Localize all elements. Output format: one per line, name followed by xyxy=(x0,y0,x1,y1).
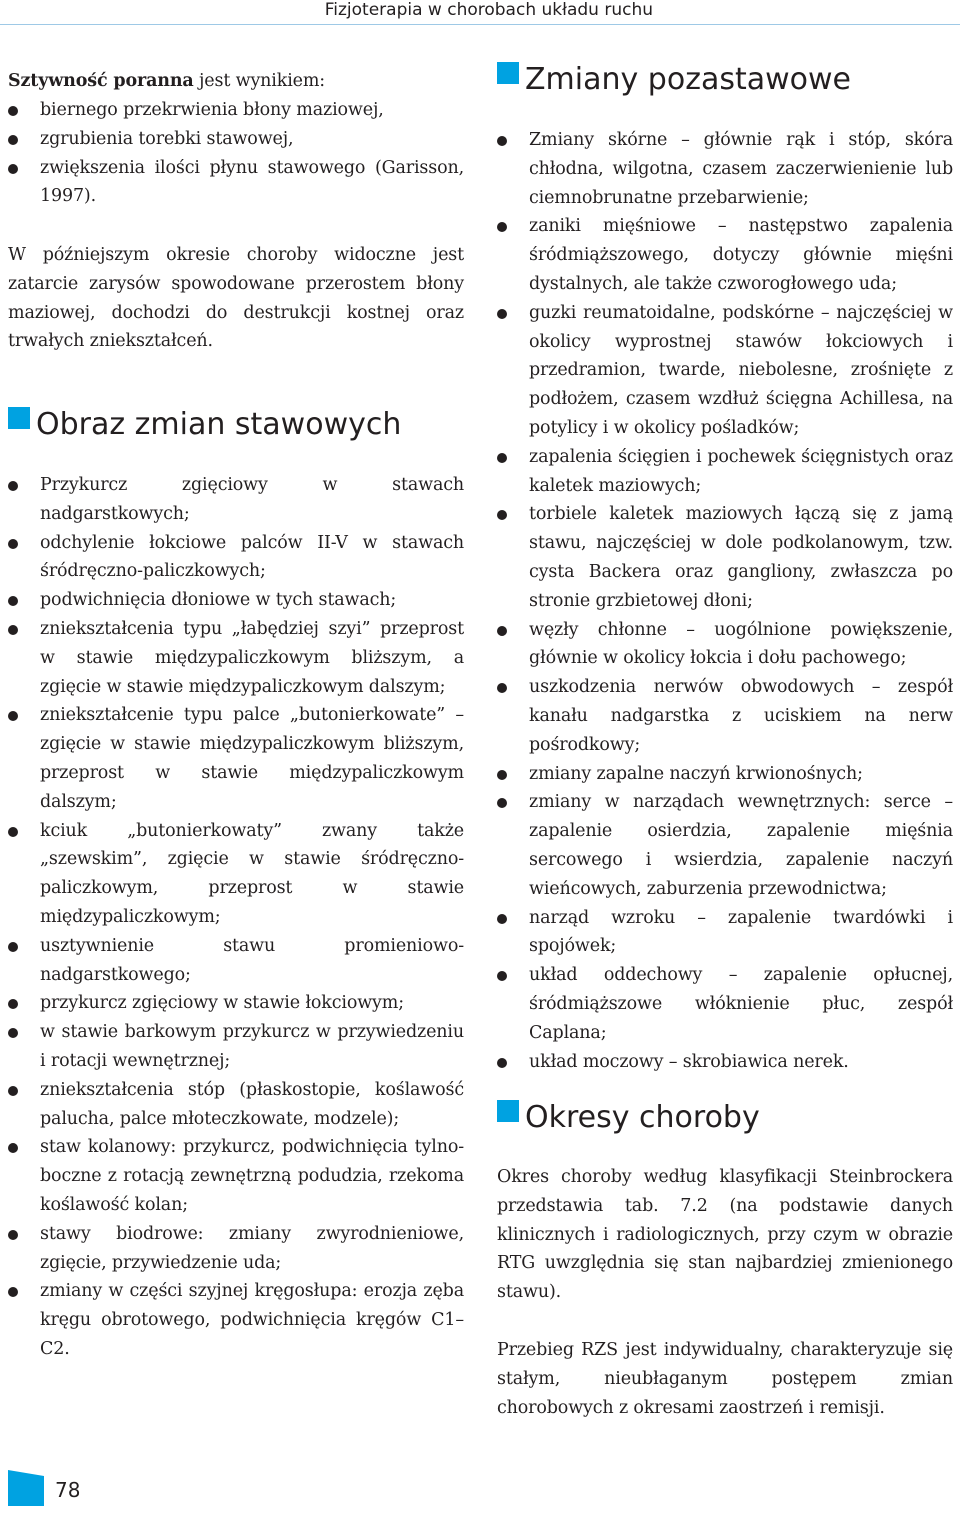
list-item: węzły chłonne – uogólnione powiększenie, głównie w okolicy łokcia i dołu pachowego; xyxy=(497,616,953,674)
morning-stiffness-intro xyxy=(8,67,464,96)
list-item: Zmiany skórne – głównie rąk i stóp, skóra chłodna, wilgotna, czasem zaczerwienienie lub ciemnobrunatne przebarwienie; xyxy=(497,126,953,212)
list-item: biernego przekrwienia błony maziowej, xyxy=(8,96,464,125)
list-item: zmiany zapalne naczyń krwionośnych; xyxy=(497,760,953,789)
list-item: kciuk „butonierkowaty” zwany także „szewskim”, zgięcie w stawie śródręczno-paliczkowym, przeprost w stawie międzypaliczkowym; xyxy=(8,817,464,932)
list-item: zniekształcenia typu „łabędziej szyi” przeprost w stawie międzypaliczkowym bliższym, a zgięcie w stawie międzypaliczkowym dalszym; xyxy=(8,615,464,701)
list-item: zaniki mięśniowe – następstwo zapalenia śródmiąższowego, dotyczy głównie mięśni dystalnych, ale także czworogłowego uda; xyxy=(497,212,953,298)
list-item: Przykurcz zgięciowy w stawach nadgarstkowych; xyxy=(8,471,464,529)
list-item: przykurcz zgięciowy w stawie łokciowym; xyxy=(8,989,464,1018)
page-number: 78 xyxy=(55,1478,81,1502)
list-item: usztywnienie stawu promieniowo-nadgarstkowego; xyxy=(8,932,464,990)
list-item: zwiększenia ilości płynu stawowego (Garisson, 1997). xyxy=(8,154,464,212)
heading-marker xyxy=(8,407,30,429)
heading-marker xyxy=(497,1100,519,1122)
heading-marker xyxy=(497,62,519,84)
list-item: zapalenia ścięgien i pochewek ścięgnistych oraz kaletek maziowych; xyxy=(497,443,953,501)
list-item: odchylenie łokciowe palców II-V w stawach śródręczno-paliczkowych; xyxy=(8,529,464,587)
list-item: podwichnięcia dłoniowe w tych stawach; xyxy=(8,586,464,615)
section-heading-text: Zmiany pozastawowe xyxy=(525,62,851,97)
course-paragraph: Przebieg RZS jest indywidualny, charakteryzuje się stałym, nieubłaganym postępem zmian chorobowych z okresami zaostrzeń i remisji. xyxy=(497,1340,953,1418)
header-rule xyxy=(0,24,960,25)
list-item: stawy biodrowe: zmiany zwyrodnieniowe, zgięcie, przywiedzenie uda; xyxy=(8,1220,464,1278)
list-item: zmiany w narządach wewnętrznych: serce – zapalenie osierdzia, zapalenie mięśnia sercowego i wsierdzia, zapalenie naczyń wieńcowych, zaburzenia przewodnictwa; xyxy=(497,788,953,903)
list-item: uszkodzenia nerwów obwodowych – zespół kanału nadgarstka z uciskiem na nerw pośrodkowy; xyxy=(497,673,953,759)
list-item: zniekształcenia stóp (płaskostopie, koślawość palucha, palce młoteczkowate, modzele); xyxy=(8,1076,464,1134)
list-item: układ oddechowy – zapalenie opłucnej, śródmiąższowe włóknienie płuc, zespół Caplana; xyxy=(497,961,953,1047)
steinbrocker-paragraph: Okres choroby według klasyfikacji Steinbrockera przedstawia tab. 7.2 (na podstawie danych klinicznych i radiologicznych, przy czym w obrazie RTG uwzględnia się stan najbardziej zmienionego stawu). xyxy=(497,1167,953,1303)
running-header-title: Fizjoterapia w chorobach układu ruchu xyxy=(324,0,653,20)
section-heading-text: Obraz zmian stawowych xyxy=(36,407,402,442)
list-item: zgrubienia torebki stawowej, xyxy=(8,125,464,154)
list-item: narząd wzroku – zapalenie twardówki i spojówek; xyxy=(497,904,953,962)
morning-stiffness-lead: jest wynikiem: xyxy=(193,71,326,91)
list-item: zniekształcenie typu palce „butonierkowate” – zgięcie w stawie międzypaliczkowym bliższym, przeprost w stawie międzypaliczkowym dalszym; xyxy=(8,701,464,816)
list-item: guzki reumatoidalne, podskórne – najczęściej w okolicy wyprostnej stawów łokciowych i przedramion, twarde, niebolesne, zrośnięte z podłożem, czasem wzdłuż ścięgna Achillesa, na potylicy i w okolicy pośladków; xyxy=(497,299,953,443)
joint-changes-list xyxy=(8,471,464,1364)
list-item: układ moczowy – skrobiawica nerek. xyxy=(497,1048,953,1077)
later-stage-paragraph: W późniejszym okresie choroby widoczne jest zatarcie zarysów spowodowane przerostem błony maziowej, dochodzi do destrukcji kostnej oraz trwałych zniekształceń. xyxy=(8,245,464,352)
morning-stiffness-term: Sztywność poranna xyxy=(8,71,194,91)
running-header xyxy=(0,0,960,22)
list-item: torbiele kaletek maziowych łączą się z jamą stawu, najczęściej w dole podkolanowym, tzw. cysta Backera oraz gangliony, zwłaszcza po stronie grzbietowej dłoni; xyxy=(497,500,953,615)
list-item: staw kolanowy: przykurcz, podwichnięcia tylno-boczne z rotacją zewnętrzną podudzia, rzekoma koślawość kolan; xyxy=(8,1133,464,1219)
list-item: zmiany w części szyjnej kręgosłupa: erozja zęba kręgu obrotowego, podwichnięcia kręgów C1–C2. xyxy=(8,1277,464,1363)
page-corner-mark xyxy=(8,1470,44,1506)
list-item: w stawie barkowym przykurcz w przywiedzeniu i rotacji wewnętrznej; xyxy=(8,1018,464,1076)
morning-stiffness-causes xyxy=(8,96,464,211)
section-heading-text: Okresy choroby xyxy=(525,1100,760,1135)
extra-articular-list xyxy=(497,126,953,1076)
